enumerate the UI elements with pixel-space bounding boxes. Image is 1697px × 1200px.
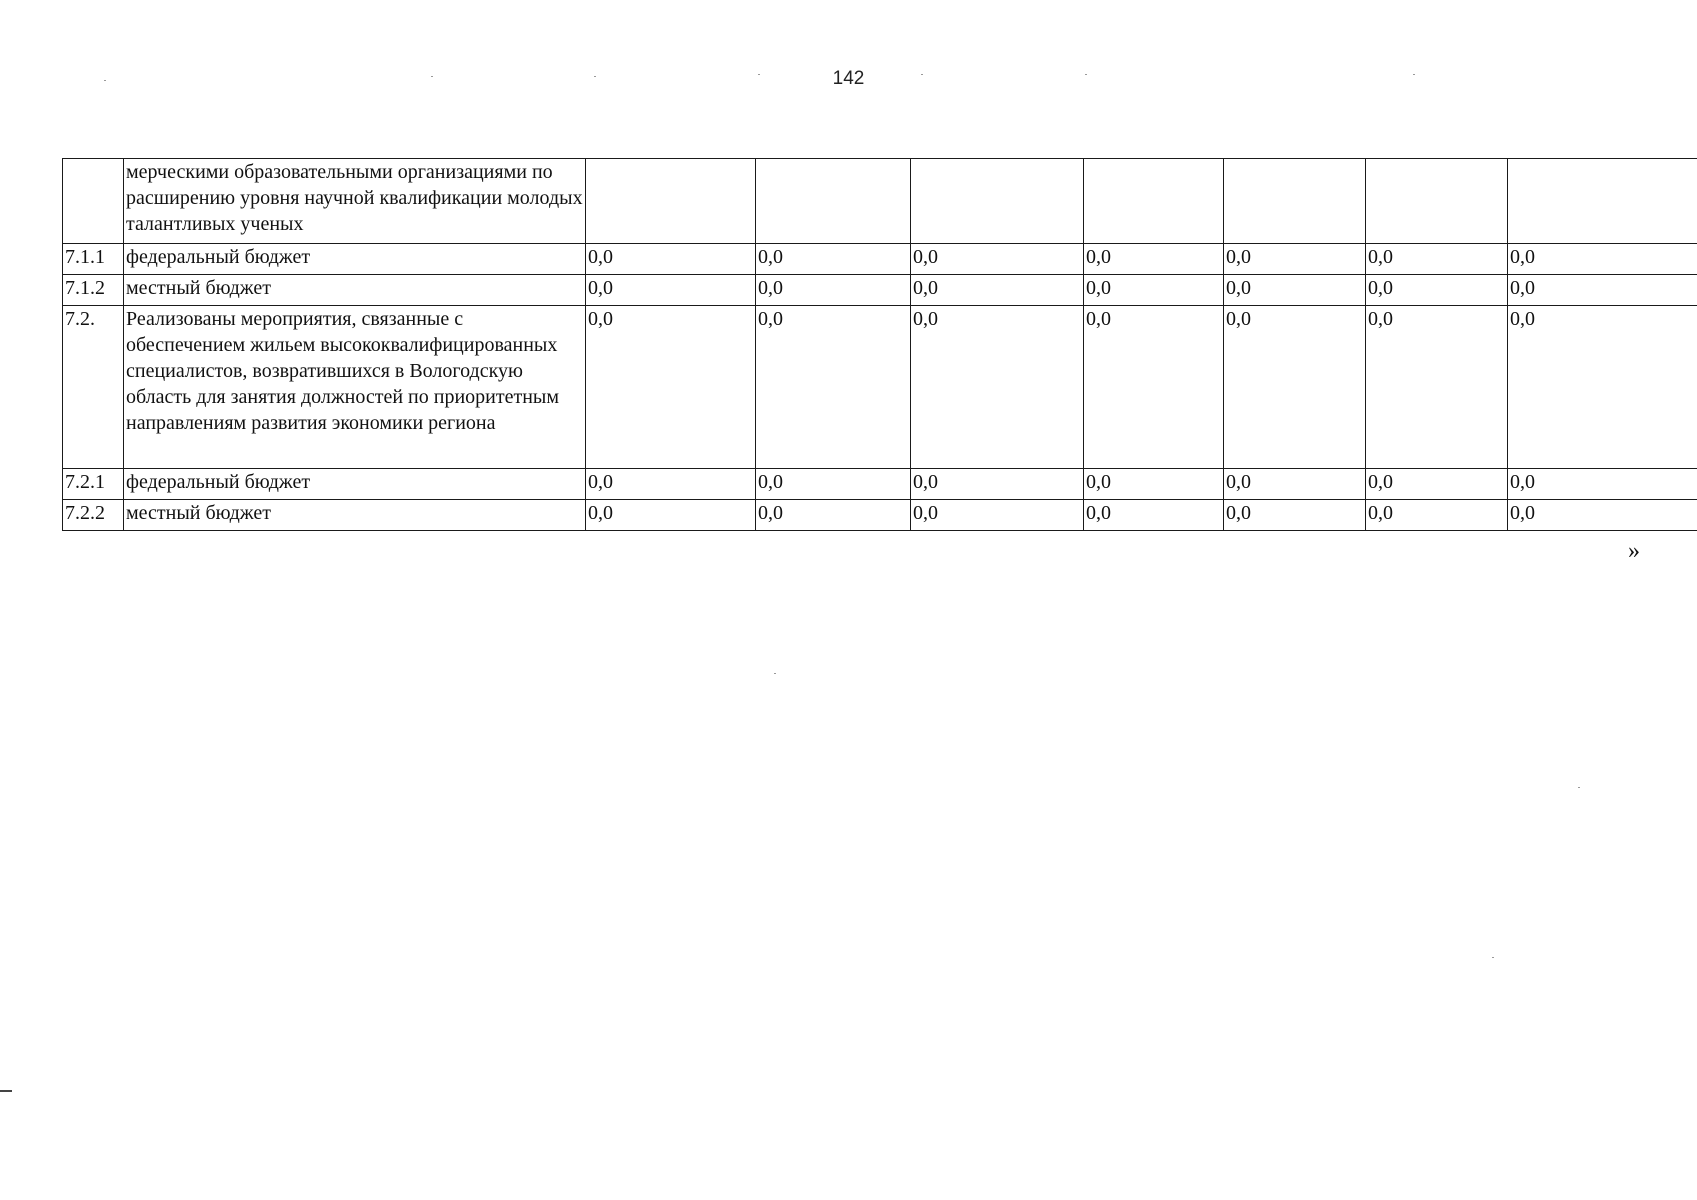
closing-quote-mark: »	[1628, 538, 1640, 564]
row-number: 7.2.	[63, 306, 124, 469]
value-cell: 0,0	[1224, 275, 1366, 306]
row-description: федеральный бюджет	[124, 469, 586, 500]
value-cell	[1508, 159, 1697, 244]
table-row	[63, 306, 1697, 469]
value-cell	[911, 159, 1084, 244]
scan-speck	[1492, 957, 1494, 958]
value-cell: 0,0	[1366, 244, 1508, 275]
table-row	[63, 244, 1697, 275]
row-number: 7.2.2	[63, 500, 124, 531]
row-number	[63, 159, 124, 244]
value-cell: 0,0	[586, 469, 756, 500]
table-row	[63, 500, 1697, 531]
scan-speck	[594, 76, 596, 77]
row-description: Реализованы мероприятия, связанные с обеспечением жильем высококвалифицированных специалистов, возвратившихся в Вологодскую область для занятия должностей по приоритетным направлениям развития экономики региона	[124, 306, 586, 469]
value-cell: 0,0	[1224, 469, 1366, 500]
value-cell: 0,0	[1084, 275, 1224, 306]
scan-speck	[104, 80, 106, 81]
value-cell: 0,0	[1366, 306, 1508, 469]
row-description: мерческими образовательными организациями по расширению уровня научной квалификации молодых талантливых ученых	[124, 159, 586, 244]
value-cell: 0,0	[756, 306, 911, 469]
value-cell: 0,0	[1084, 244, 1224, 275]
scan-speck	[774, 673, 776, 674]
scan-edge-mark	[0, 1090, 12, 1092]
value-cell: 0,0	[911, 469, 1084, 500]
value-cell: 0,0	[756, 469, 911, 500]
value-cell: 0,0	[586, 244, 756, 275]
value-cell: 0,0	[1366, 469, 1508, 500]
value-cell: 0,0	[1508, 500, 1697, 531]
value-cell: 0,0	[756, 244, 911, 275]
value-cell: 0,0	[1508, 244, 1697, 275]
value-cell: 0,0	[911, 244, 1084, 275]
value-cell: 0,0	[911, 306, 1084, 469]
value-cell: 0,0	[1084, 500, 1224, 531]
value-cell	[756, 159, 911, 244]
value-cell: 0,0	[1084, 306, 1224, 469]
value-cell: 0,0	[1508, 306, 1697, 469]
scan-speck	[1413, 74, 1415, 75]
value-cell: 0,0	[911, 500, 1084, 531]
value-cell: 0,0	[586, 275, 756, 306]
budget-table	[62, 158, 1697, 531]
value-cell: 0,0	[756, 275, 911, 306]
value-cell: 0,0	[586, 500, 756, 531]
page-number: 142	[832, 68, 865, 89]
value-cell: 0,0	[1508, 275, 1697, 306]
scan-speck	[431, 76, 433, 77]
value-cell: 0,0	[756, 500, 911, 531]
value-cell: 0,0	[1508, 469, 1697, 500]
value-cell	[1366, 159, 1508, 244]
row-number: 7.1.2	[63, 275, 124, 306]
row-number: 7.1.1	[63, 244, 124, 275]
value-cell: 0,0	[1084, 469, 1224, 500]
value-cell: 0,0	[1224, 306, 1366, 469]
table-row	[63, 159, 1697, 244]
row-description: местный бюджет	[124, 500, 586, 531]
row-description: федеральный бюджет	[124, 244, 586, 275]
value-cell: 0,0	[1366, 275, 1508, 306]
value-cell	[1084, 159, 1224, 244]
scan-speck	[758, 74, 760, 75]
value-cell: 0,0	[1366, 500, 1508, 531]
value-cell: 0,0	[1224, 500, 1366, 531]
value-cell	[586, 159, 756, 244]
row-number: 7.2.1	[63, 469, 124, 500]
value-cell: 0,0	[911, 275, 1084, 306]
scan-speck	[1578, 787, 1580, 788]
scan-speck	[1085, 74, 1087, 75]
value-cell	[1224, 159, 1366, 244]
value-cell: 0,0	[586, 306, 756, 469]
value-cell: 0,0	[1224, 244, 1366, 275]
table-row	[63, 275, 1697, 306]
row-description: местный бюджет	[124, 275, 586, 306]
scan-speck	[921, 74, 923, 75]
table-row	[63, 469, 1697, 500]
